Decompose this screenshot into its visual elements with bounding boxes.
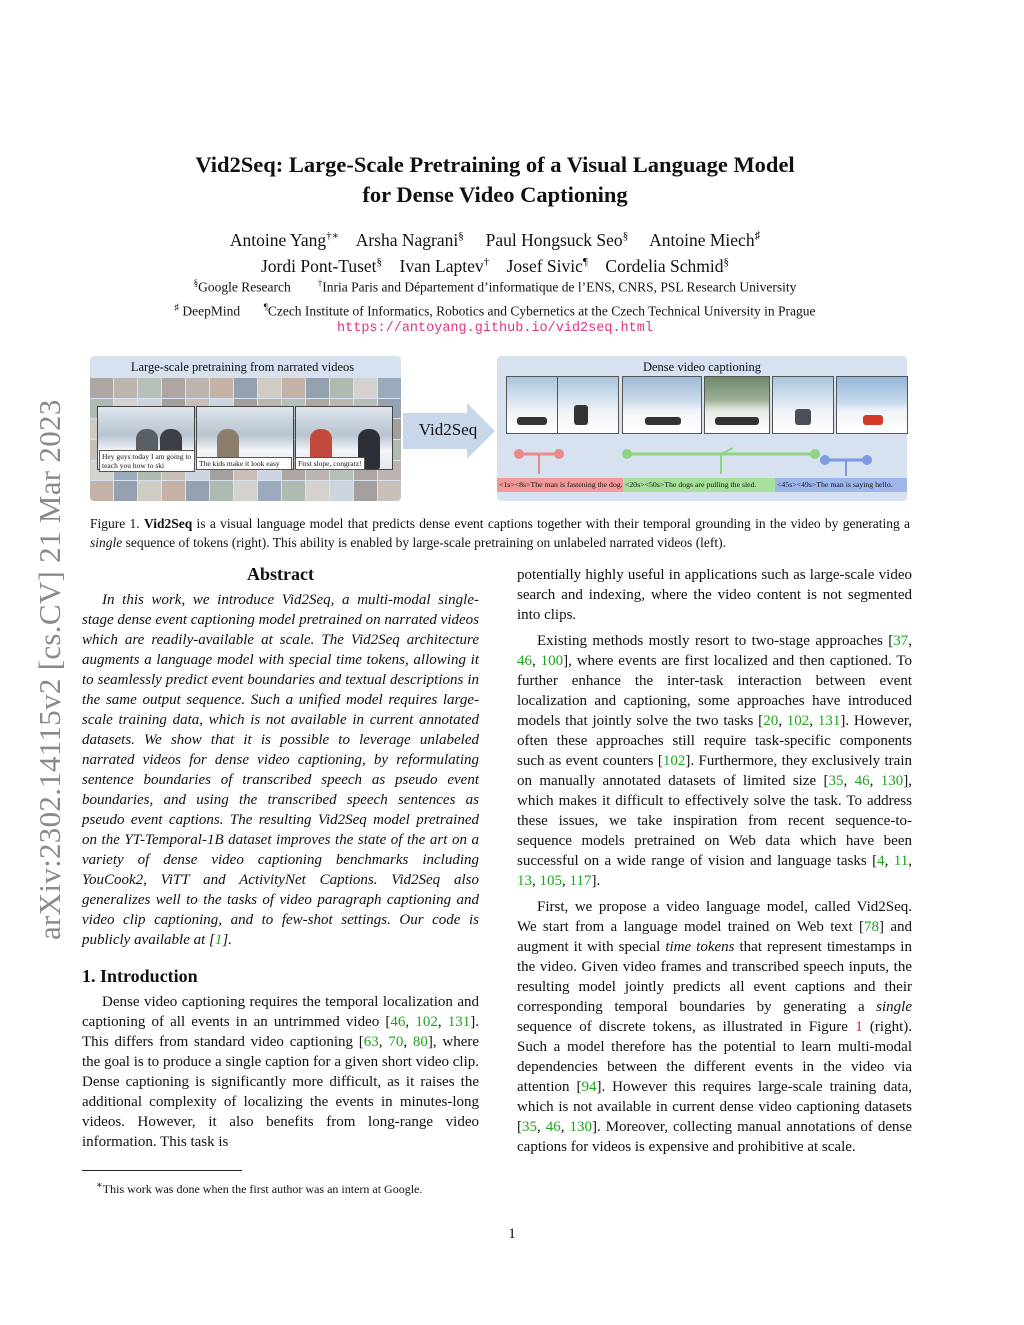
page-number: 1: [508, 1226, 516, 1242]
citation[interactable]: 102: [415, 1014, 438, 1030]
affiliation-mark: §: [193, 278, 199, 288]
body-text: ]. However this requires large-scale training data, which is not available in current dense video captioning datasets [: [517, 1079, 912, 1135]
citation[interactable]: 1: [214, 932, 223, 948]
author-mark: ¶: [582, 255, 588, 268]
citation[interactable]: 46: [854, 773, 870, 789]
body-text: (right). Such a model therefore has the potential to learn multi-modal dependencies between the different events in the video via attention [: [517, 1019, 913, 1095]
body-text: that represent timestamps in the video. Given video frames and transcribed speech inputs, the resulting model jointly predicts all event captions and their corresponding temporal boundaries by generating a: [517, 939, 912, 1015]
body-emphasis: single: [876, 999, 912, 1015]
pretraining-panel-title: Large-scale pretraining from narrated videos: [90, 358, 395, 376]
intro-text: ], where the goal is to produce a single caption for a given short video clip. Dense captioning is significantly more difficult, as it raises the additional complexity of localizing the events in minutes-long videos. However, it also benefits from long-range video information. This task is: [82, 1034, 480, 1150]
abstract-text: [82, 590, 479, 950]
left-column: [82, 562, 479, 1152]
citation[interactable]: 130: [880, 773, 904, 789]
citation[interactable]: 4: [877, 853, 885, 869]
body-text: First, we propose a video language model, called Vid2Seq. We start from a language model trained on Web text [: [517, 899, 912, 935]
intro-text: Dense video captioning requires the temporal localization and captioning of all events in an untrimmed video [: [82, 994, 479, 1030]
affiliation-mark: ♯: [174, 302, 179, 312]
author-name: Antoine Yang: [229, 229, 327, 250]
citation[interactable]: 11: [893, 853, 909, 869]
author-mark: §: [376, 255, 383, 268]
author-row-2: [100, 251, 890, 277]
body-text: ]. Moreover, collecting manual annotations of dense captions for videos is expensive and prohibitive at scale.: [517, 1119, 912, 1155]
video-frame-5: [772, 376, 834, 434]
thumbnail-caption-1: Hey guys today I am going to teach you how to ski: [99, 450, 195, 472]
author-row-1: [100, 225, 890, 251]
right-column: [517, 565, 912, 1157]
figure-caption-label: Figure 1.: [90, 516, 140, 531]
citation[interactable]: 35: [522, 1119, 537, 1135]
affiliation-mark: †: [317, 278, 323, 288]
figure-caption-text: sequence of tokens (right). This ability is enabled by large-scale pretraining on unlabeled narrated videos (left).: [122, 535, 727, 550]
event-caption-3: <45s><49s>The man is saying hello.: [775, 478, 907, 492]
right-paragraph-1: Existing methods mostly resort to two-stage approaches [37, 46, 100], where events are first localized and then captioned. To further enhance the inter-task interaction between event localization and captioning, some approaches have introduced models that jointly solve the two tasks [20, 102, 131]. However, often these approaches still require task-specific components such as event counters [102]. Furthermore, they exclusively train on manually annotated datasets of limited size [35, 46, 130], which makes it difficult to effectively solve the task. To address these issues, we take inspiration from recent sequence-to-sequence models pretrained on Web data which have been successful on a wide range of vision and language tasks [4, 11, 13, 105, 117].: [517, 633, 913, 889]
body-text: Existing methods mostly resort to two-stage approaches [: [537, 633, 894, 649]
intro-text: ]. This differs from standard video captioning [: [82, 1014, 480, 1050]
event-caption-2: <20s><50s>The dogs are pulling the sled.: [623, 478, 775, 492]
citation[interactable]: 46: [390, 1014, 406, 1030]
author-mark: §: [723, 255, 730, 268]
video-frame-2: [557, 376, 619, 434]
author-mark: †∗: [326, 230, 340, 242]
video-frame-6: [836, 376, 908, 434]
author-name: Josef Sivic: [506, 255, 583, 276]
author-mark: ♯: [754, 230, 761, 242]
citation[interactable]: 13: [517, 873, 532, 889]
footnote: [82, 1178, 496, 1197]
figure-reference[interactable]: 1: [855, 1019, 863, 1035]
right-paragraph-2: First, we propose a video language model, called Vid2Seq. We start from a language model trained on Web text [78] and augment it with special time tokens that represent timestamps in the video. Given video frames and transcribed speech inputs, the resulting model jointly predicts all event captions and their corresponding temporal boundaries by generating a single sequence of discrete tokens, as illustrated in Figure 1 (right). Such a model therefore has the potential to learn multi-modal dependencies between the different events in the video via attention [94]. However this requires large-scale training data, which is not available in current dense video captioning datasets [35, 46, 130]. Moreover, collecting manual annotations of dense captions for videos is expensive and prohibitive at scale.: [517, 899, 913, 1155]
citation[interactable]: 80: [412, 1034, 428, 1050]
figure-caption: [90, 514, 910, 552]
right-paragraph-0: potentially highly useful in applications such as large-scale video search and indexing, where the video content is not segmented into clips.: [517, 567, 912, 623]
event-caption-1: <1s><8s>The man is fastening the dog.: [497, 478, 623, 492]
figure-caption-text: is a visual language model that predicts dense event captions together with their temporal grounding in the video by generating a: [192, 516, 910, 531]
video-frame-3: [622, 376, 702, 434]
footnote-text: This work was done when the first author was an intern at Google.: [102, 1182, 423, 1196]
introduction-heading: 1. Introduction: [82, 966, 198, 986]
author-name: Antoine Miech: [649, 229, 755, 250]
author-list: [100, 225, 890, 277]
body-emphasis: time tokens: [665, 939, 735, 955]
footnote-rule: [82, 1170, 242, 1171]
author-mark: †: [483, 255, 490, 268]
citation[interactable]: 46: [517, 653, 532, 669]
citation[interactable]: 131: [447, 1014, 471, 1030]
affiliation-deepmind: DeepMind: [182, 303, 241, 319]
affiliation-row-2: [80, 298, 910, 321]
title-line-2: for Dense Video Captioning: [362, 182, 628, 207]
intro-paragraph-1: Dense video captioning requires the temporal localization and captioning of all events in an untrimmed video [46, 102, 131]. This differs from standard video captioning [63, 70, 80], where the goal is to produce a single caption for a given short video clip. Dense captioning is significantly more difficult, as it raises the additional complexity of localizing the events in minutes-long videos. However, it also benefits from long-range video information. This task is: [82, 994, 480, 1150]
thumbnail-caption-3: First slope, congratz!: [295, 457, 365, 470]
vid2seq-arrow-label: Vid2Seq: [418, 420, 478, 439]
author-name: Cordelia Schmid: [605, 255, 724, 276]
citation[interactable]: 105: [539, 873, 562, 889]
citation[interactable]: 94: [581, 1079, 597, 1095]
citation[interactable]: 131: [817, 713, 841, 729]
dense-captioning-panel-title: Dense video captioning: [642, 360, 762, 374]
citation[interactable]: 63: [363, 1034, 379, 1050]
affiliation-google: Google Research: [198, 279, 291, 295]
affiliation-inria: Inria Paris and Département d’informatique de l’ENS, CNRS, PSL Research University: [322, 279, 797, 295]
citation[interactable]: 70: [388, 1034, 404, 1050]
body-text: ], where events are first localized and then captioned. To further enhance the inter-task interaction between event localization and captioning, some approaches have introduced models that jointly solve the two tasks [: [517, 653, 913, 729]
body-text: sequence of discrete tokens, as illustrated in Figure: [517, 1019, 856, 1035]
author-name: Paul Hongsuck Seo: [485, 229, 623, 250]
citation[interactable]: 130: [569, 1119, 592, 1135]
author-name: Ivan Laptev: [399, 255, 484, 276]
project-url[interactable]: https://antoyang.github.io/vid2seq.html: [337, 321, 653, 336]
thumbnail-caption-2: The kids make it look easy: [196, 457, 292, 470]
event-timeline: [497, 440, 907, 480]
citation[interactable]: 37: [893, 633, 909, 649]
citation[interactable]: 100: [540, 653, 564, 669]
body-text: ].: [591, 873, 601, 889]
citation[interactable]: 46: [545, 1119, 561, 1135]
body-text: ] and augment it with special: [517, 919, 912, 955]
author-name: Arsha Nagrani: [355, 229, 459, 250]
affiliation-mark: ¶: [263, 302, 268, 312]
title-line-1: Vid2Seq: Large-Scale Pretraining of a Visual Language Model: [195, 152, 795, 177]
citation[interactable]: 35: [828, 773, 844, 789]
video-frame-4: [704, 376, 770, 434]
body-text: ]. Furthermore, they exclusively train on manually annotated datasets of limited size [: [517, 753, 912, 789]
author-mark: §: [622, 230, 629, 242]
figure-caption-emphasis: single: [90, 535, 123, 550]
affiliation-row-1: [80, 274, 910, 297]
author-name: Jordi Pont-Tuset: [260, 255, 377, 276]
arxiv-stamp: arXiv:2302.14115v2 [cs.CV] 21 Mar 2023: [32, 399, 67, 940]
author-mark: §: [458, 230, 464, 242]
citation[interactable]: 78: [864, 919, 880, 935]
abstract-heading: Abstract: [247, 564, 314, 584]
footnote-mark: ∗: [96, 1180, 103, 1191]
body-text: ], which makes it difficult to effectively solve the task. To address these issues, we take inspiration from recent sequence-to-sequence models pretrained on Web data which have been successful on a wide range of vision and language tasks [: [517, 773, 913, 869]
abstract-body: ].: [222, 932, 232, 948]
citation[interactable]: 117: [569, 873, 592, 889]
citation[interactable]: 102: [662, 753, 686, 769]
citation[interactable]: 20: [763, 713, 779, 729]
citation[interactable]: 102: [786, 713, 810, 729]
abstract-body: In this work, we introduce Vid2Seq, a multi-modal single-stage dense event captioning model pretrained on narrated videos which are readily-available at scale. The Vid2Seq architecture augments a language model with special time tokens, allowing it to seamlessly predict event boundaries and textual descriptions in the same output sequence. Such a unified model requires large-scale training data, which is not available in current annotated datasets. We show that it is possible to leverage unlabeled narrated videos for dense video captioning, by reformulating sentence boundaries of transcribed speech as pseudo event boundaries, and using the transcribed speech sentences as pseudo event captions. The resulting Vid2Seq model pretrained on the YT-Temporal-1B dataset improves the state of the art on a variety of dense video captioning benchmarks including YouCook2, ViTT and ActivityNet Captions. Vid2Seq also generalizes well to the tasks of video paragraph captioning and video clip captioning, and to few-shot settings. Our code is publicly available at [: [82, 592, 479, 948]
figure-caption-model: Vid2Seq: [143, 516, 193, 531]
paper-title: [100, 150, 890, 210]
body-text: ]. However, often these approaches still require task-specific components such as event counters [: [517, 713, 913, 769]
affiliation-ciirc: Czech Institute of Informatics, Robotics and Cybernetics at the Czech Technical University in Prague: [267, 303, 816, 319]
